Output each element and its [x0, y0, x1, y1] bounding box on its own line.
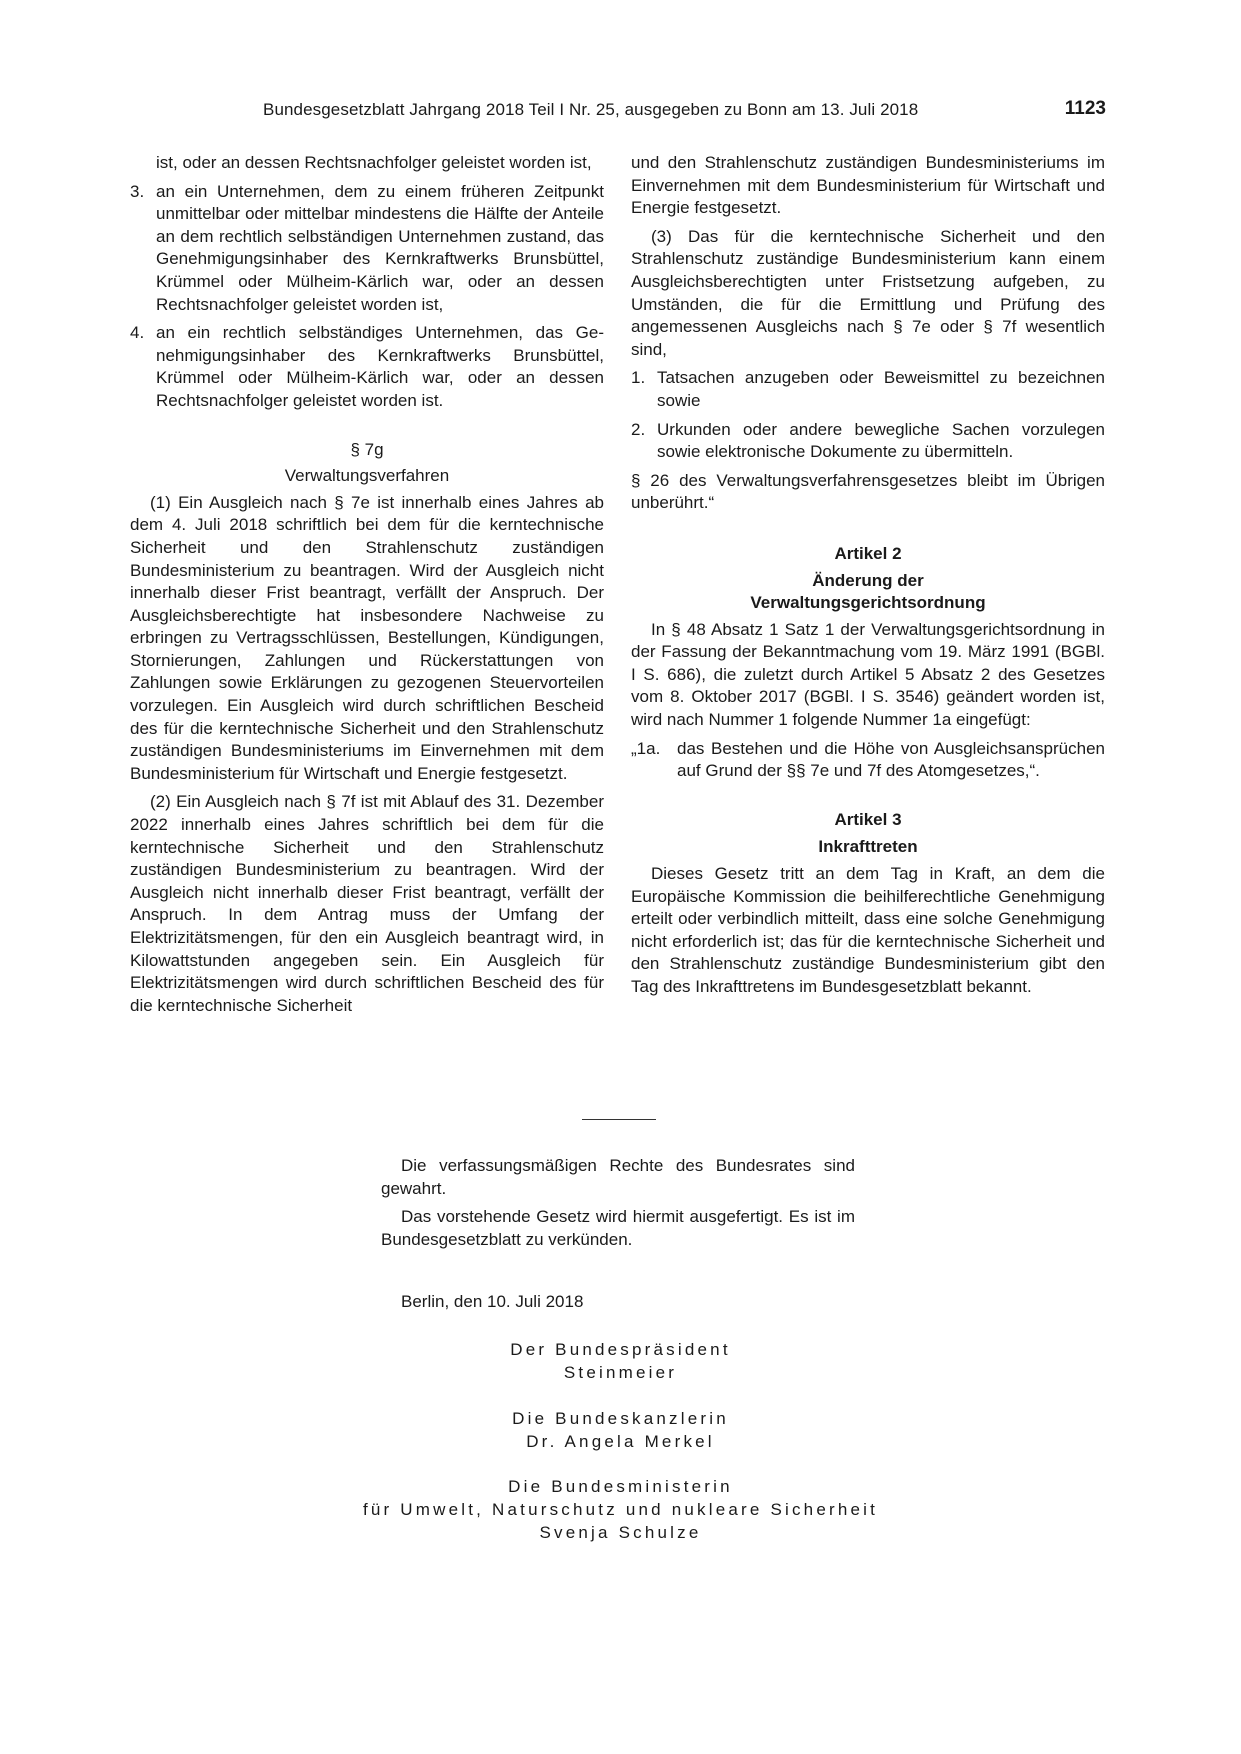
signatory-name: Steinmeier — [563, 1363, 678, 1382]
promulgation-block — [381, 1155, 855, 1314]
signature-chancellor — [0, 1407, 1241, 1453]
continued-paragraph: und den Strahlenschutz zuständigen Bundesministeriums im Einvernehmen mit dem Bundesministerium für Wirtschaft und Energie festgesetzt. — [631, 153, 1105, 218]
execution-statement: Das vorstehende Gesetz wird hiermit ausgefertigt. Es ist im Bundesgesetzblatt zu verkünden. — [381, 1207, 855, 1249]
list-item-number: 3. — [130, 181, 145, 201]
signatory-role: Die Bundesministerin — [508, 1477, 733, 1496]
signatory-name: Dr. Angela Merkel — [526, 1432, 715, 1451]
list-item-text: das Bestehen und die Höhe von Ausgleichsansprüchen auf Grund der §§ 7e und 7f des Atomgesetzes,“. — [677, 738, 1105, 781]
signatory-role-detail: für Umwelt, Naturschutz und nukleare Sicherheit — [362, 1500, 879, 1519]
article-3-label: Artikel 3 — [834, 809, 902, 829]
rights-statement: Die verfassungsmäßigen Rechte des Bundesrates sind gewahrt. — [381, 1156, 855, 1198]
paragraph-3: (3) Das für die kerntechnische Sicherheit und den Strahlenschutz zuständige Bundesministerium kann einem Ausgleichsberechtigten unter Fristsetzung aufgeben, zu Umständen, die für die Ermittlung und Prüfung des angemessenen Ausgleichs nach § 7e oder § 7f wesentlich sind, — [631, 226, 1105, 359]
article-2-title-line-1: Änderung der — [812, 570, 924, 590]
page-number: 1123 — [1064, 98, 1106, 119]
list-item — [631, 367, 1105, 412]
list-item-number: „1a. — [631, 738, 661, 758]
signature-minister — [0, 1475, 1241, 1544]
list-item — [130, 322, 604, 412]
paragraph-26-note: § 26 des Verwaltungsverfahrensgesetzes bleibt im Übrigen unberührt.“ — [631, 470, 1105, 513]
separator-rule — [582, 1119, 656, 1120]
list-item-text: Tatsachen anzugeben oder Beweismittel zu bezeichnen sowie — [657, 368, 1105, 410]
article-2-label: Artikel 2 — [834, 543, 902, 563]
section-number: § 7g — [350, 439, 384, 459]
signatory-role: Der Bundespräsident — [510, 1340, 731, 1359]
list-item-text: an ein Unternehmen, dem zu einem früheren Zeitpunkt unmittelbar oder mittelbar mindestens die Hälfte der Anteile an dem rechtlich selbständigen Unternehmen zustand, das Genehmigungsinhaber des Kernkraftwerks Brunsbüttel, Krümmel oder Mülheim-Kärlich war, oder an dessen Rechtsnachfolger geleistet worden ist, — [156, 181, 604, 314]
article-2-text: In § 48 Absatz 1 Satz 1 der Verwaltungsgerichtsordnung in der Fassung der Bekanntmachung vom 19. März 1991 (BGBl. I S. 686), die zuletzt durch Artikel 5 Absatz 2 des Gesetzes vom 8. Oktober 2017 (BGBl. I S. 3546) geändert worden ist, wird nach Nummer 1 folgende Nummer 1a eingefügt: — [631, 619, 1105, 730]
list-item-number: 2. — [631, 419, 646, 439]
list-item-text: Urkunden oder andere bewegliche Sachen vorzulegen sowie elektronische Dokumente zu übermitteln. — [657, 419, 1105, 462]
list-item — [631, 419, 1105, 464]
signatory-name: Svenja Schulze — [539, 1523, 702, 1542]
article-2-title-line-2: Verwaltungsgerichtsordnung — [750, 593, 986, 613]
page-header — [130, 100, 1106, 126]
section-title: Verwaltungsverfahren — [284, 466, 450, 486]
signatory-role: Die Bundeskanzlerin — [512, 1409, 729, 1428]
right-column — [631, 152, 1105, 999]
list-item — [130, 181, 604, 317]
running-title: Bundesgesetzblatt Jahrgang 2018 Teil I Nr. 25, ausgegeben zu Bonn am 13. Juli 2018 — [263, 100, 919, 119]
signature-president — [0, 1338, 1241, 1384]
paragraph-1: (1) Ein Ausgleich nach § 7e ist innerhalb eines Jahres ab dem 4. Juli 2018 schriftlich bei dem für die kerntechnische Sicherheit und den Strahlenschutz zuständigen Bundesministerium zu beantragen. Wird der Ausgleich nicht innerhalb dieser Frist beantragt, verfällt der Anspruch. Der Ausgleichsberechtigte hat insbesondere Nachweise zu erbringen zu Vertragsschlüssen, Bestellungen, Kündigungen, Stornierungen, Zahlungen und Rückerstattungen von Zahlungen sowie Erklärungen zu gezogenen Steuervorteilen vorzulegen. Ein Ausgleich wird durch schriftlichen Bescheid des für die kerntechnische Sicherheit und den Strahlenschutz zuständigen Bundesministeriums im Einvernehmen mit dem Bundesministerium für Wirtschaft und Energie festgesetzt. — [130, 492, 604, 783]
list-item-number: 1. — [631, 368, 646, 388]
article-3-title: Inkrafttreten — [818, 837, 918, 857]
article-3-text: Dieses Gesetz tritt an dem Tag in Kraft, an dem die Europäische Kommission die beihilferechtliche Genehmigung erteilt oder verbindlich mitteilt, dass eine solche Genehmigung nicht erforderlich ist; das für die kerntechnische Sicherheit und den Strahlenschutz zuständige Bundesministerium gibt den Tag des Inkrafttretens im Bundesgesetzblatt bekannt. — [631, 864, 1105, 996]
paragraph-2: (2) Ein Ausgleich nach § 7f ist mit Ablauf des 31. Dezember 2022 innerhalb eines Jahres schriftlich bei dem für die kerntechnische Sicherheit und den Strahlenschutz zuständigen Bundesministerium zu beantragen. Wird der Ausgleich nicht innerhalb dieser Frist beantragt, verfällt der Anspruch. In dem Antrag muss der Umfang der Elektrizitätsmengen, für den ein Ausgleich beantragt wird, in Kilowattstunden angegeben sein. Ein Ausgleich für Elektrizitätsmengen wird durch schriftlichen Bescheid des für die kerntechnische Sicherheit — [130, 792, 604, 1015]
continued-list-text: ist, oder an dessen Rechtsnachfolger geleistet worden ist, — [156, 153, 592, 172]
list-item-number: 4. — [130, 323, 145, 343]
article-2-inserted-item — [631, 738, 1105, 783]
place-and-date: Berlin, den 10. Juli 2018 — [401, 1292, 584, 1312]
list-item-text: an ein rechtlich selbständiges Unternehmen, das Genehmigungsinhaber des Kernkraftwerks Brunsbüttel, Krümmel oder Mülheim-Kärlich war, oder an dessen Rechtsnachfolger geleistet worden ist. — [156, 323, 604, 410]
left-column — [130, 152, 604, 1017]
